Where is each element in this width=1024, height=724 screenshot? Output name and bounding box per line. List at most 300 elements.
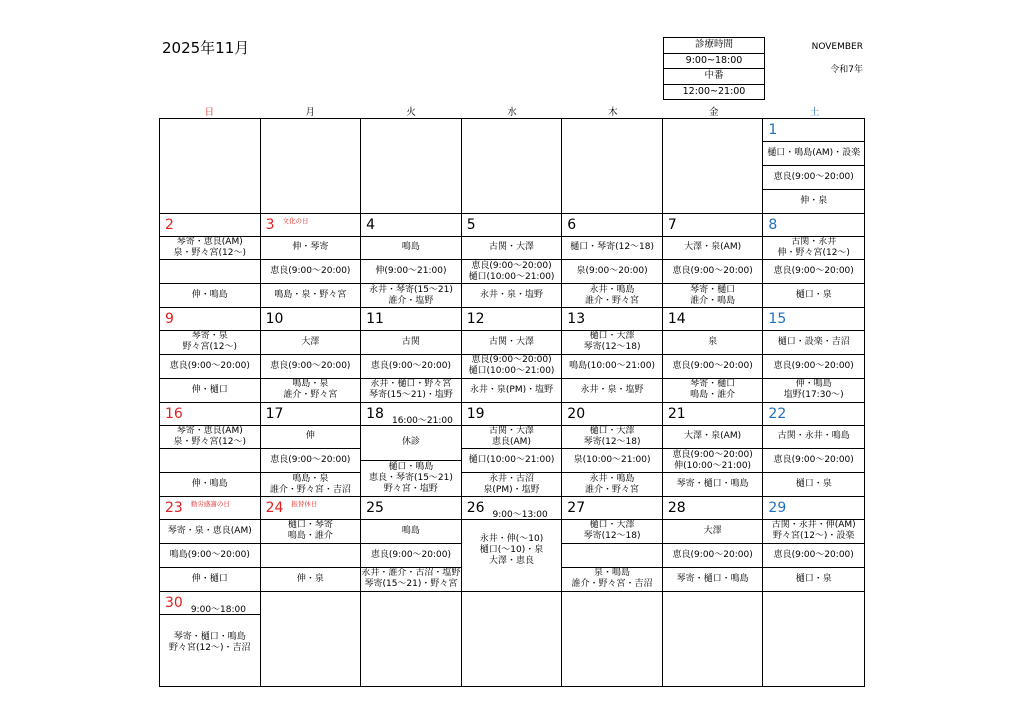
hours-heading: 診療時間 [694, 39, 733, 50]
day-header [361, 497, 461, 520]
staff-slot [160, 473, 260, 496]
staff-line: 大澤 [301, 336, 320, 347]
staff-slot [763, 190, 864, 213]
staff-line: 琴寄(12〜18) [583, 531, 641, 542]
staff-line: 伸・泉 [296, 573, 324, 584]
staff-line: 恵良(9:00〜20:00) [773, 171, 854, 182]
day-cell [763, 214, 864, 309]
day-cell [361, 214, 462, 309]
staff-line: 琴寄・樋口 [690, 284, 736, 295]
day-cell [562, 214, 663, 309]
staff-line: 誰介・野々宮 [283, 390, 338, 401]
staff-slot [763, 568, 864, 591]
staff-slot [160, 379, 260, 402]
day-number: 27 [567, 500, 586, 516]
staff-slot [663, 520, 763, 544]
staff-line: 恵良(9:00〜20:00) [773, 266, 854, 277]
staff-line: 琴寄(15〜21)・野々宮 [364, 579, 458, 590]
staff-line: 大澤・泉(AM) [684, 242, 742, 253]
staff-line: 伸・鳴島 [191, 479, 228, 490]
empty-day-cell [361, 119, 462, 214]
day-number: 1 [768, 122, 778, 138]
day-header [763, 497, 864, 520]
staff-line: 樋口(10:00〜21:00) [468, 271, 555, 282]
staff-line: 伸・野々宮(12〜) [777, 247, 850, 258]
staff-slot [160, 544, 260, 568]
staff-slot [160, 331, 260, 355]
day-header [261, 497, 361, 520]
weekday-sunday: 日 [204, 107, 215, 118]
staff-line: 永井・琴寄(15〜21) [368, 284, 453, 295]
day-header [462, 497, 562, 520]
staff-line: 野々宮・塩野 [383, 484, 438, 495]
day-header [562, 403, 662, 426]
day-cell [261, 497, 362, 592]
staff-slot [763, 379, 864, 402]
holiday-label: 文化の日 [282, 216, 309, 225]
staff-line: 琴寄・樋口 [690, 379, 736, 390]
day-number: 8 [768, 216, 778, 233]
staff-slot [361, 260, 461, 284]
day-header [562, 308, 662, 331]
holiday-label: 勤労感謝の日 [190, 500, 230, 508]
day-number: 28 [667, 500, 686, 516]
staff-slot [160, 260, 260, 284]
staff-slot [361, 237, 461, 261]
day-number: 4 [366, 216, 376, 233]
staff-line: 鳴島(10:00〜21:00) [569, 360, 656, 371]
staff-line: 誰介・野々宮・吉沼 [571, 579, 653, 590]
staff-line: 樋口・琴寄(12〜18) [570, 242, 655, 253]
day-header [763, 403, 864, 426]
staff-slot [562, 449, 662, 473]
day-header [663, 308, 763, 331]
weekday-friday: 金 [708, 107, 719, 118]
staff-slot [562, 544, 662, 568]
staff-line: 古関・永井 [791, 236, 837, 247]
day-header [562, 592, 662, 614]
staff-line: 永井・泉・塩野 [580, 384, 644, 395]
staff-line: 休診 [401, 437, 420, 448]
staff-line: 琴寄・泉 [191, 331, 228, 342]
staff-slot [763, 260, 864, 284]
staff-line: 琴寄・恵良(AM) [176, 236, 243, 247]
day-cell [763, 308, 864, 403]
staff-slot [361, 284, 461, 307]
day-header [462, 592, 562, 614]
staff-line: 恵良(9:00〜20:00) [672, 449, 753, 460]
weekday-saturday: 土 [809, 107, 820, 118]
staff-slot [261, 260, 361, 284]
day-number: 20 [567, 405, 586, 422]
staff-slot [160, 284, 260, 307]
staff-line: 恵良(9:00〜20:00) [471, 260, 552, 271]
day-header [160, 214, 260, 237]
staff-line: 鳴島・泉・野々宮 [274, 290, 347, 301]
day-cell [361, 403, 462, 498]
staff-line: 伸・鳴島 [191, 290, 228, 301]
day-cell [160, 403, 261, 498]
staff-line: 誰介・塩野 [388, 295, 434, 306]
staff-slot [261, 449, 361, 473]
staff-slot [462, 237, 562, 261]
staff-slot [663, 355, 763, 379]
calendar-title: 2025年11月 [162, 39, 250, 57]
staff-slot [763, 544, 864, 568]
staff-line: 樋口・鳴島(AM)・設楽 [767, 147, 861, 158]
staff-slot [562, 237, 662, 261]
day-header [562, 119, 662, 141]
staff-slot [160, 568, 260, 591]
staff-slot [763, 473, 864, 496]
staff-line: 恵良(9:00〜20:00) [672, 360, 753, 371]
day-cell [663, 403, 764, 498]
staff-slot [261, 379, 361, 402]
staff-line: 伸(9:00〜21:00) [375, 266, 447, 277]
staff-slot [261, 355, 361, 379]
staff-slot [462, 379, 562, 402]
day-header [763, 214, 864, 237]
staff-slot [663, 426, 763, 450]
empty-day-cell [562, 592, 663, 687]
day-number: 13 [567, 311, 586, 327]
era-year: 令和7年 [830, 65, 863, 75]
staff-slot [361, 379, 461, 402]
staff-line: 泉・野々宮(12〜) [173, 247, 247, 258]
staff-line: 永井・泉(PM)・塩野 [469, 384, 554, 395]
day-number: 18 [366, 405, 384, 422]
staff-line: 古関・永井・伸(AM) [771, 520, 856, 531]
staff-slot [663, 379, 763, 402]
hours-shift-label: 中番 [664, 68, 764, 84]
day-number: 10 [265, 311, 284, 327]
day-header [361, 308, 461, 331]
weekday-thursday: 木 [608, 107, 618, 118]
staff-slot [562, 520, 662, 544]
staff-slot [462, 449, 562, 473]
staff-line: 鳴島 [401, 525, 420, 536]
staff-line: 塩野(17:30〜) [783, 390, 844, 401]
staff-slot [562, 284, 662, 307]
empty-day-cell [462, 592, 563, 687]
day-number: 7 [667, 216, 677, 233]
day-header [663, 403, 763, 426]
staff-line: 泉(PM)・塩野 [483, 484, 540, 495]
staff-slot [462, 473, 562, 496]
day-number: 5 [466, 216, 476, 233]
staff-line: 恵良・琴寄(15〜21) [368, 473, 453, 484]
staff-line: 琴寄(12〜18) [583, 342, 641, 353]
day-header [261, 403, 361, 426]
staff-line: 鳴島 [401, 242, 420, 253]
calendar-grid [159, 118, 865, 687]
day-number: 17 [265, 405, 284, 422]
staff-slot [261, 284, 361, 307]
day-header [462, 308, 562, 331]
staff-line: 伸・泉 [800, 195, 828, 206]
day-number: 6 [567, 216, 577, 233]
staff-slot [462, 426, 562, 450]
day-header [462, 214, 562, 237]
staff-line: 恵良(9:00〜20:00) [270, 360, 351, 371]
day-cell [562, 403, 663, 498]
staff-slot [663, 284, 763, 307]
staff-line: 永井・泉・塩野 [479, 290, 543, 301]
day-header [763, 119, 864, 142]
staff-slot [462, 260, 562, 284]
staff-line: 琴寄・樋口・鳴島 [173, 631, 246, 642]
day-number: 3 [265, 216, 275, 233]
staff-line: 恵良(9:00〜20:00) [672, 549, 753, 560]
staff-slot [261, 426, 361, 450]
day-number: 2 [165, 216, 174, 233]
staff-slot [361, 355, 461, 379]
staff-slot [462, 331, 562, 355]
day-cell [562, 308, 663, 403]
hours-time-regular: 9:00~18:00 [664, 53, 764, 69]
staff-line: 泉・野々宮(12〜) [173, 436, 247, 447]
day-header [763, 592, 864, 614]
staff-line: 樋口(〜10)・泉 [479, 544, 544, 555]
staff-line: 野々宮(12〜)・吉沼 [169, 642, 251, 653]
staff-line: 鳴島(9:00〜20:00) [169, 549, 250, 560]
staff-line: 誰介・野々宮 [585, 484, 640, 495]
day-header [462, 119, 562, 141]
staff-slot [763, 331, 864, 355]
staff-line: 恵良(AM) [492, 436, 531, 447]
day-header [462, 403, 562, 426]
staff-slot [462, 284, 562, 307]
staff-line: 永井・鳴島 [589, 284, 635, 295]
day-header [361, 403, 461, 426]
staff-slot [160, 355, 260, 379]
day-cell [261, 403, 362, 498]
staff-line: 恵良(9:00〜20:00) [169, 360, 250, 371]
day-cell [261, 214, 362, 309]
day-cell [160, 497, 261, 592]
staff-line: 恵良(9:00〜20:00) [773, 360, 854, 371]
staff-line: 誰介・野々宮・吉沼 [269, 484, 351, 495]
empty-day-cell [763, 592, 864, 687]
staff-line: 琴寄・樋口・鳴島 [676, 573, 749, 584]
staff-line: 誰介・野々宮 [585, 295, 640, 306]
staff-slot [763, 426, 864, 450]
empty-day-cell [663, 592, 764, 687]
day-header [160, 497, 260, 520]
day-header [160, 592, 260, 615]
staff-line: 古関・永井・鳴島 [777, 431, 850, 442]
staff-line: 恵良(9:00〜20:00) [773, 549, 854, 560]
staff-line: 樋口・泉 [795, 290, 832, 301]
staff-line: 恵良(9:00〜20:00) [270, 455, 351, 466]
staff-slot [160, 520, 260, 544]
staff-slot [160, 426, 260, 450]
staff-slot [763, 355, 864, 379]
day-cell [361, 497, 462, 592]
staff-line: 樋口・設楽・吉沼 [777, 336, 850, 347]
day-cell [763, 497, 864, 592]
staff-line: 大澤・泉(AM) [684, 431, 742, 442]
day-cell [663, 308, 764, 403]
staff-line: 恵良(9:00〜20:00) [672, 266, 753, 277]
weekday-wednesday: 水 [507, 107, 517, 118]
empty-day-cell [663, 119, 764, 214]
empty-day-cell [160, 119, 261, 214]
staff-line: 伸・樋口 [191, 573, 228, 584]
staff-line: 伸・琴寄 [292, 242, 329, 253]
day-number: 15 [768, 311, 787, 327]
staff-line: 恵良(9:00〜20:00) [773, 455, 854, 466]
staff-slot [663, 237, 763, 261]
month-english: NOVEMBER [811, 42, 863, 52]
day-hours-note: 9:00〜13:00 [492, 510, 548, 520]
staff-line: 永井・樋口・野々宮 [370, 379, 452, 390]
day-cell [261, 308, 362, 403]
staff-line: 樋口・大澤 [589, 520, 635, 531]
staff-slot [562, 379, 662, 402]
day-header [663, 214, 763, 237]
staff-slot [261, 568, 361, 591]
staff-line: 永井・誰介・古沼・塩野 [361, 568, 461, 579]
staff-slot [562, 473, 662, 496]
staff-slot [663, 449, 763, 473]
staff-slot [361, 461, 461, 496]
staff-line: 琴寄・恵良(AM) [176, 425, 243, 436]
staff-line: 樋口(10:00〜21:00) [468, 455, 555, 466]
empty-day-cell [261, 119, 362, 214]
day-header [261, 308, 361, 331]
day-header [261, 592, 361, 614]
staff-slot [462, 520, 562, 580]
staff-line: 大澤 [703, 525, 722, 536]
staff-line: 泉(9:00〜20:00) [576, 266, 648, 277]
day-cell [763, 403, 864, 498]
staff-line: 樋口・琴寄 [287, 520, 333, 531]
day-cell [562, 497, 663, 592]
staff-slot [562, 426, 662, 450]
staff-line: 伸(10:00〜21:00) [674, 460, 752, 471]
staff-slot [562, 355, 662, 379]
day-number: 29 [768, 500, 787, 516]
staff-line: 泉・鳴島 [594, 568, 631, 579]
empty-day-cell [462, 119, 563, 214]
day-cell [160, 214, 261, 309]
staff-slot [160, 449, 260, 473]
staff-line: 大澤・恵良 [488, 555, 534, 566]
day-cell [663, 497, 764, 592]
staff-slot [663, 331, 763, 355]
day-cell [462, 308, 563, 403]
day-hours-note: 9:00〜18:00 [190, 604, 246, 615]
staff-line: 誰介・鳴島 [690, 295, 736, 306]
staff-slot [663, 544, 763, 568]
staff-line: 樋口(10:00〜21:00) [468, 366, 555, 377]
staff-slot [361, 544, 461, 568]
staff-line: 樋口・泉 [795, 573, 832, 584]
staff-slot [562, 331, 662, 355]
day-header [763, 308, 864, 331]
hours-time-middle: 12:00~21:00 [664, 84, 764, 100]
staff-line: 恵良(9:00〜20:00) [370, 549, 451, 560]
day-header [160, 119, 260, 141]
day-cell [462, 403, 563, 498]
staff-line: 古関・大澤 [488, 242, 534, 253]
day-number: 9 [165, 311, 174, 327]
day-header [562, 214, 662, 237]
staff-line: 泉 [708, 336, 718, 347]
staff-slot [763, 166, 864, 190]
staff-line: 永井・鳴島 [589, 473, 635, 484]
day-header [361, 119, 461, 141]
staff-slot [763, 520, 864, 544]
staff-line: 鳴島・誰介 [287, 531, 333, 542]
staff-line: 永井・伸(〜10) [479, 533, 544, 544]
day-header [361, 214, 461, 237]
day-header [663, 592, 763, 614]
staff-line: 琴寄(12〜18) [583, 436, 641, 447]
weekday-header [159, 104, 865, 118]
clinic-hours-box [663, 37, 765, 100]
day-cell [462, 214, 563, 309]
day-number: 21 [667, 405, 686, 422]
staff-line: 古関・大澤 [488, 336, 534, 347]
day-number: 26 [466, 500, 485, 516]
staff-line: 樋口・大澤 [589, 425, 635, 436]
day-cell [663, 214, 764, 309]
staff-slot [261, 473, 361, 496]
day-header [160, 403, 260, 426]
staff-slot [361, 426, 461, 462]
day-cell [160, 592, 261, 687]
staff-slot [763, 284, 864, 307]
staff-slot [261, 237, 361, 261]
staff-slot [261, 331, 361, 355]
staff-line: 永井・古沼 [488, 473, 534, 484]
staff-slot [562, 568, 662, 591]
staff-slot [663, 260, 763, 284]
staff-slot [261, 520, 361, 544]
staff-slot [261, 544, 361, 568]
staff-line: 恵良(9:00〜20:00) [270, 266, 351, 277]
staff-line: 琴寄・樋口・鳴島 [676, 479, 749, 490]
weekday-monday: 月 [305, 107, 316, 118]
staff-line: 樋口・鳴島 [388, 462, 434, 473]
day-cell [361, 308, 462, 403]
day-cell [763, 119, 864, 214]
day-header [663, 497, 763, 520]
staff-line: 鳴島・誰介 [690, 390, 736, 401]
staff-slot [361, 331, 461, 355]
day-number: 11 [366, 311, 384, 327]
day-cell [160, 308, 261, 403]
day-header [562, 497, 662, 520]
empty-day-cell [261, 592, 362, 687]
staff-line: 伸・樋口 [191, 384, 228, 395]
staff-line: 古関・大澤 [488, 425, 534, 436]
staff-line: 鳴島・泉 [292, 379, 329, 390]
day-cell [462, 497, 563, 592]
day-header [261, 119, 361, 141]
staff-slot [160, 615, 260, 671]
day-header [663, 119, 763, 141]
staff-slot [663, 568, 763, 591]
staff-line: 琴寄・泉・恵良(AM) [167, 525, 252, 536]
day-number: 12 [466, 311, 485, 327]
staff-slot [361, 520, 461, 544]
staff-slot [763, 142, 864, 166]
day-number: 24 [265, 500, 284, 516]
day-header [261, 214, 361, 237]
